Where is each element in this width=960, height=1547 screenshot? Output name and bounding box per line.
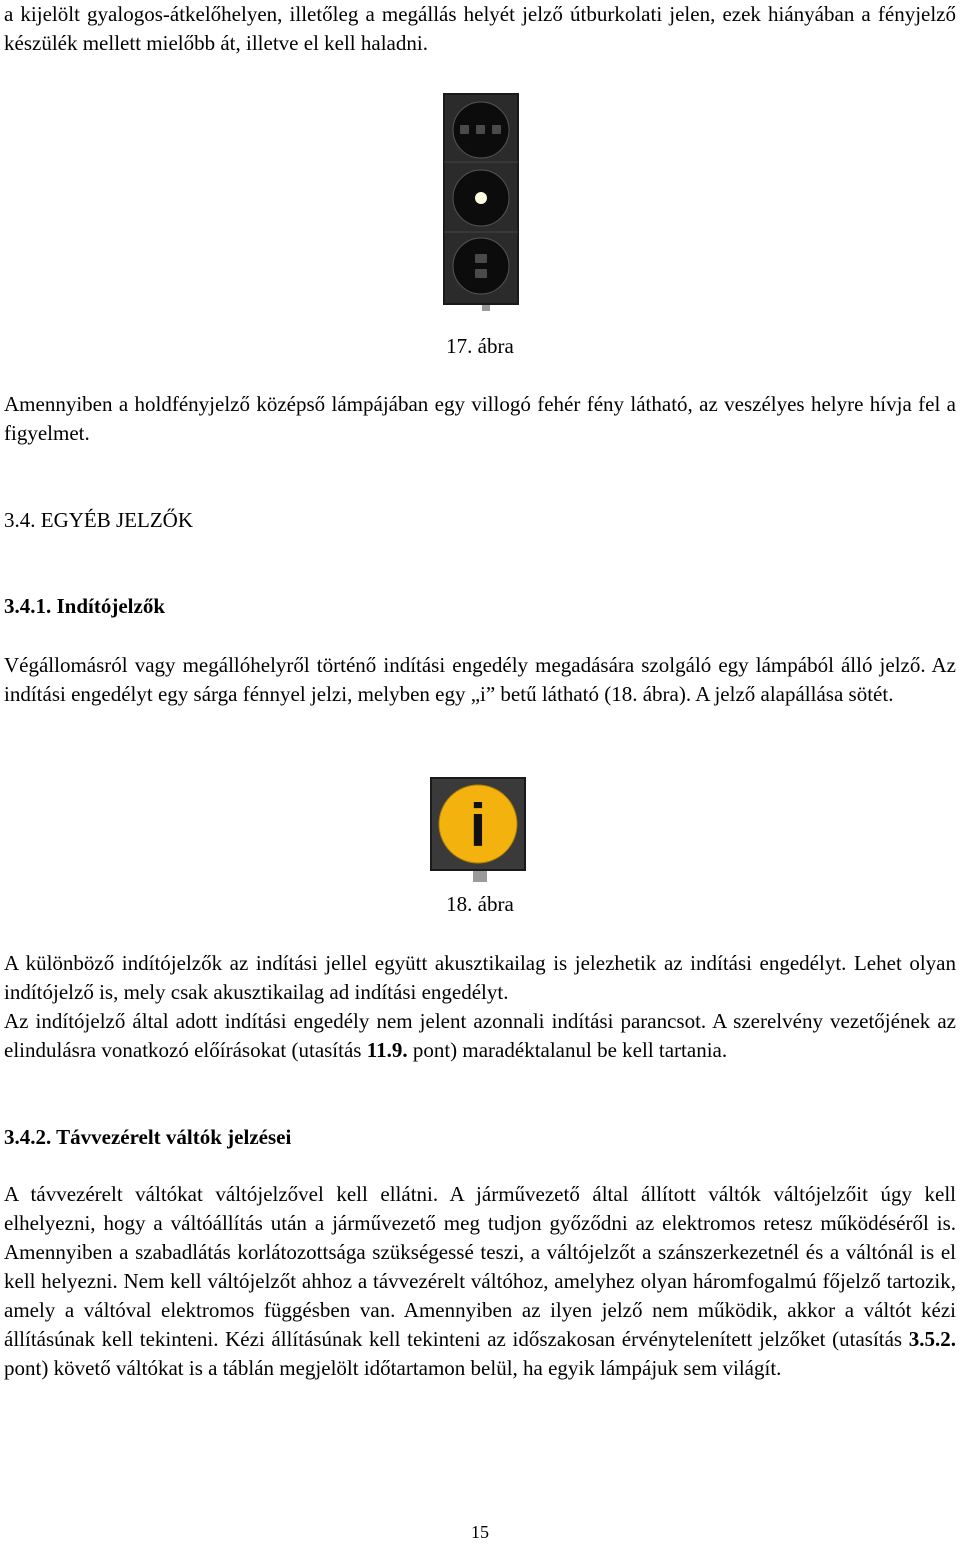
section-title: 3.4. EGYÉB JELZŐK [4, 508, 193, 532]
acoustic-paragraph: A különböző indítójelzők az indítási jellel együtt akusztikailag is jelezhetik az indítási engedélyt. Lehet olyan indítójelző is, mely csak akusztikailag ad indítási engedélyt. [4, 951, 956, 1004]
moonlight-paragraph: Amennyiben a holdfényjelző középső lámpájában egy villogó fehér fény látható, az veszélyes helyre hívja fel a figyelmet. [4, 392, 956, 445]
subsection-title-start-signals: 3.4.1. Indítójelzők [4, 594, 166, 618]
start-signal-paragraph: Végállomásról vagy megállóhelyről történő indítási engedély megadására szolgáló egy lámpából álló jelző. Az indítási engedélyt egy sárga fénnyel jelzi, melyben egy „i” betű látható (18. ábra). A jelző alapállása sötét. [4, 653, 956, 706]
rule-reference: 11.9. [366, 1038, 408, 1062]
figure-17-caption: 17. ábra [446, 334, 514, 358]
bottom-lamp [453, 238, 509, 294]
rule-reference: 3.5.2. [908, 1327, 956, 1351]
lamp-letter: i [469, 792, 487, 859]
switch-paragraph: A távvezérelt váltókat váltójelzővel kell ellátni. A járművezető által állított váltók váltójelzőit úgy kell elhelyezni, hogy a váltóállítás után a járművezető meg tudjon győződni az elektromos retesz működéséről is. Amennyiben a szabadlátás korlátozottsága szükségessé teszi, a váltójelzőt a szánszerkezetnél és a váltónál is el kell helyezni. Nem kell váltójelzőt ahhoz a távvezérelt váltóhoz, amelyhez olyan háromfogalmú főjelző tartozik, amely a váltóval elektromos függésben van. Amennyiben az ilyen jelző nem működik, akkor a váltót kézi állításúnak kell tekinteni. Kézi állításúnak kell tekinteni az időszakosan érvénytelenített jelzőket (utasítás 3.5.2. pont) követő váltókat is a táblán megjelölt időtartamon belül, ha egyik lámpájuk sem világít. [4, 1182, 956, 1380]
start-signal-figure [420, 770, 540, 888]
command-paragraph: Az indítójelző által adott indítási engedély nem jelent azonnali indítási parancsot. A szerelvény vezetőjének az elindulásra vonatkozó előírásokat (utasítás 11.9. pont) maradéktalanul be kell tartania. [4, 1009, 956, 1062]
middle-lamp [453, 170, 509, 226]
top-lamp [453, 102, 509, 158]
intro-paragraph: a kijelölt gyalogos-átkelőhelyen, illetőleg a megállás helyét jelző útburkolati jelen, ezek hiányában a fényjelző készülék mellett mielőbb át, illetve el kell haladni. [4, 2, 956, 55]
page-number: 15 [471, 1522, 489, 1542]
moonlight-signal-figure [380, 84, 580, 324]
subsection-title-switches: 3.4.2. Távvezérelt váltók jelzései [4, 1125, 292, 1149]
figure-18-caption: 18. ábra [446, 892, 514, 916]
